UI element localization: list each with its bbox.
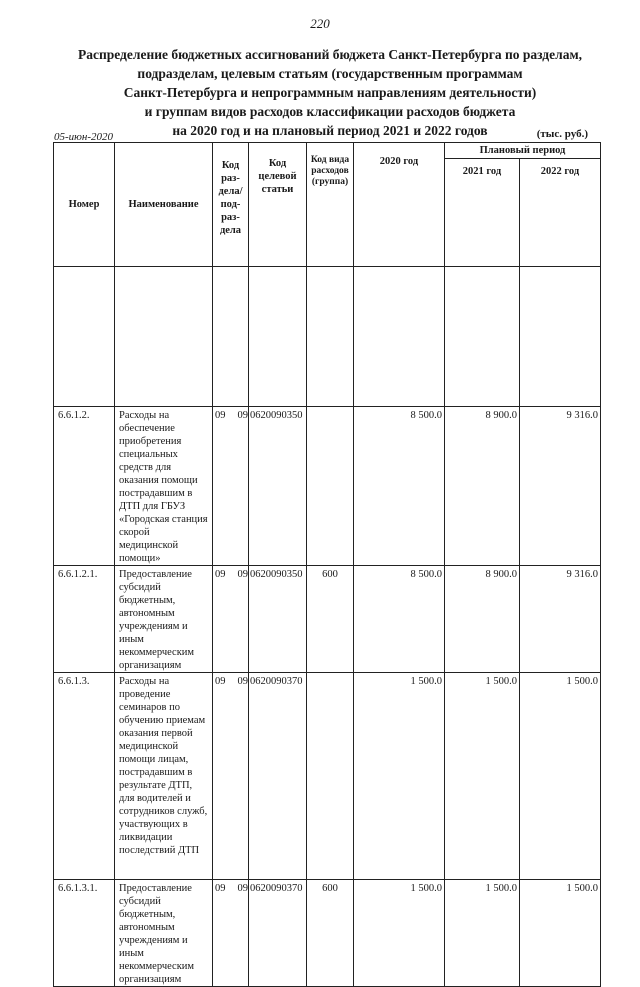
row-name: Расходы на обеспечение приобретения специальных средств для оказания помощи пострадавшим в ДТП для ГБУЗ «Городская станция скорой медицинской помощи» <box>115 407 213 566</box>
header-section-code: Код раз-дела/ под-раз-дела <box>213 143 249 267</box>
table-row <box>54 880 601 987</box>
page-number: 220 <box>310 16 330 31</box>
row-name: Предоставление субсидий бюджетным, автономным учреждениям и иным некоммерческим организациям <box>115 566 213 673</box>
spacer-row <box>54 267 601 407</box>
header-expense-type-code: Код вида расходов (группа) <box>307 143 354 267</box>
row-value-2021: 1 500.0 <box>445 880 520 987</box>
title-line: и группам видов расходов классификации расходов бюджета <box>144 104 516 119</box>
row-value-2022: 1 500.0 <box>520 673 601 880</box>
row-section-code: 09 09 <box>213 566 249 673</box>
row-value-2021: 8 900.0 <box>445 407 520 566</box>
row-value-2022: 9 316.0 <box>520 566 601 673</box>
row-value-2020: 1 500.0 <box>354 673 445 880</box>
row-value-2020: 1 500.0 <box>354 880 445 987</box>
row-target-code: 0620090350 <box>249 407 307 566</box>
row-section-code: 09 09 <box>213 880 249 987</box>
row-expense-type: 600 <box>307 566 354 673</box>
title-line: подразделам, целевым статьям (государственным программам <box>137 66 523 81</box>
row-number: 6.6.1.2.1. <box>54 566 115 673</box>
table-row <box>54 407 601 566</box>
header-year-2021: 2021 год <box>445 159 520 267</box>
title-line: на 2020 год и на плановый период 2021 и 2022 годов <box>172 123 488 138</box>
title-line: Распределение бюджетных ассигнований бюджета Санкт-Петербурга по разделам, <box>77 47 583 62</box>
row-value-2022: 9 316.0 <box>520 407 601 566</box>
header-year-2020: 2020 год <box>354 143 445 267</box>
table-row <box>54 673 601 880</box>
row-section-code: 09 09 <box>213 673 249 880</box>
row-value-2021: 1 500.0 <box>445 673 520 880</box>
row-value-2020: 8 500.0 <box>354 566 445 673</box>
header-target-code: Код целевой статьи <box>249 143 307 267</box>
row-name: Предоставление субсидий бюджетным, автономным учреждениям и иным некоммерческим организациям <box>115 880 213 987</box>
row-number: 6.6.1.3.1. <box>54 880 115 987</box>
header-name: Наименование <box>115 143 213 267</box>
row-target-code: 0620090370 <box>249 880 307 987</box>
row-value-2021: 8 900.0 <box>445 566 520 673</box>
budget-table <box>53 142 601 987</box>
table-row <box>54 566 601 673</box>
header-year-2022: 2022 год <box>520 159 601 267</box>
header-number: Номер <box>54 143 115 267</box>
row-section-code: 09 09 <box>213 407 249 566</box>
title-line: Санкт-Петербурга и непрограммным направлениям деятельности) <box>123 85 537 100</box>
row-value-2022: 1 500.0 <box>520 880 601 987</box>
row-name: Расходы на проведение семинаров по обучению приемам оказания первой медицинской помощи лицам, пострадавшим в результате ДТП, для водителей и сотрудников служб, участвующих в ликвидации последствий ДТП <box>115 673 213 880</box>
document-date: 05-июн-2020 <box>54 131 114 143</box>
row-target-code: 0620090350 <box>249 566 307 673</box>
row-number: 6.6.1.3. <box>54 673 115 880</box>
units-label: (тыс. руб.) <box>536 128 588 140</box>
row-number: 6.6.1.2. <box>54 407 115 566</box>
document-title <box>60 45 600 140</box>
row-expense-type: 600 <box>307 880 354 987</box>
row-value-2020: 8 500.0 <box>354 407 445 566</box>
header-planned-period: Плановый период <box>445 143 601 159</box>
row-expense-type <box>307 407 354 566</box>
row-target-code: 0620090370 <box>249 673 307 880</box>
row-expense-type <box>307 673 354 880</box>
